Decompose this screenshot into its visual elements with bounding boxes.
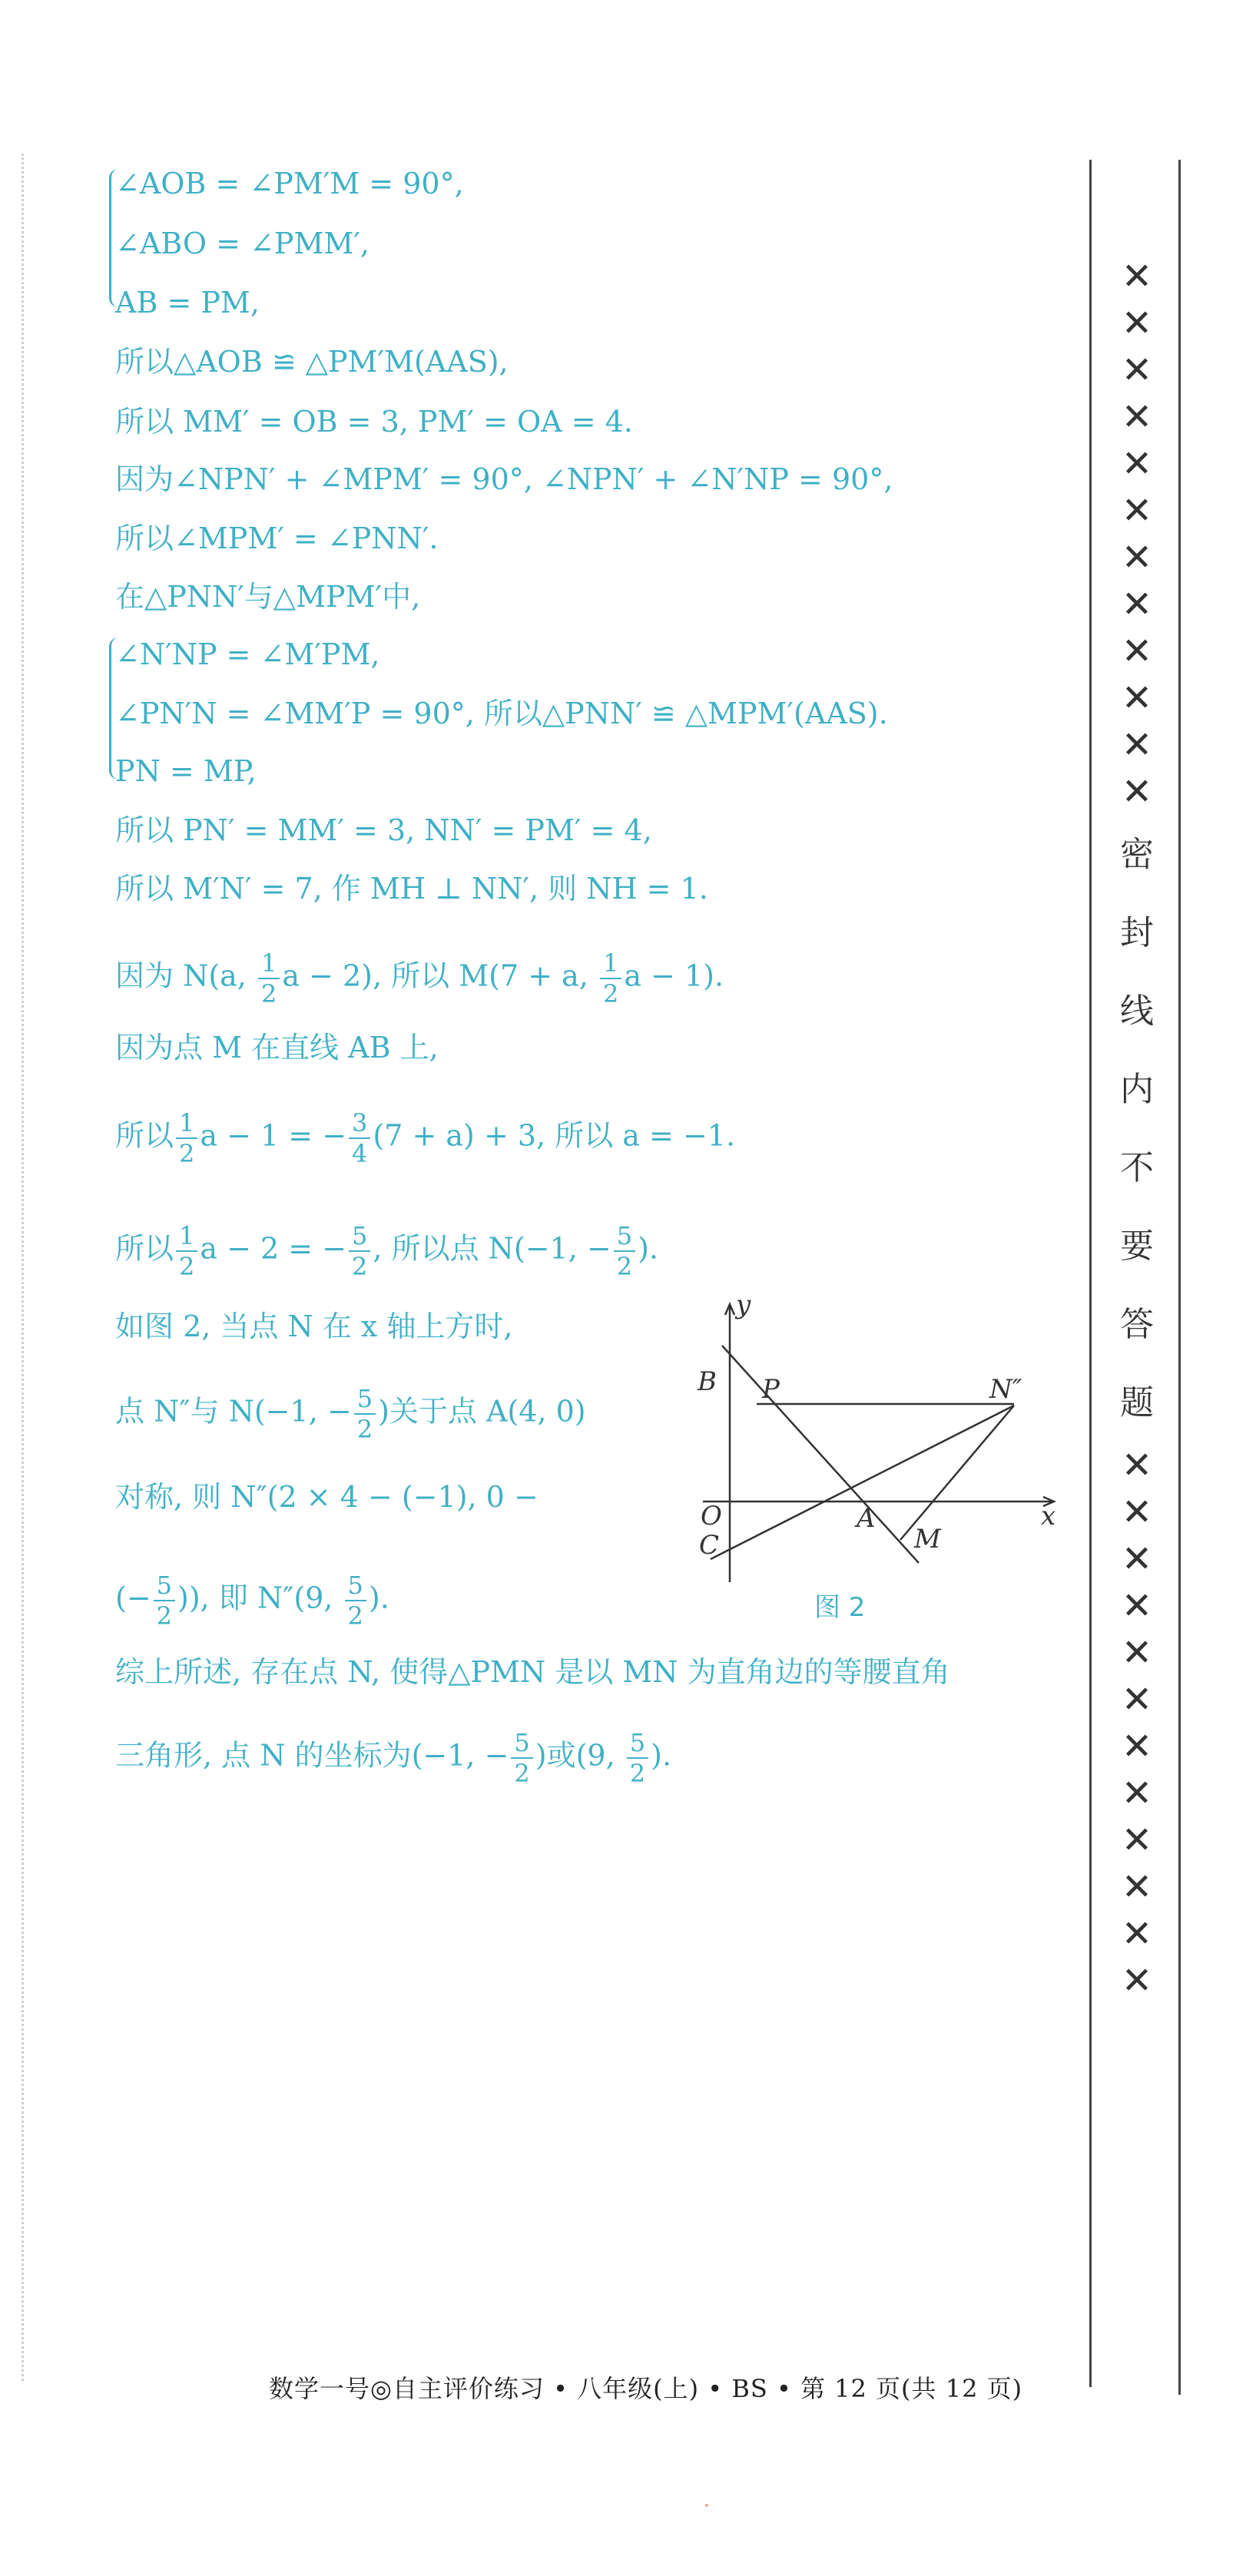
text-line: 所以 $\frac{1}{2}$ a − 1 = − $\frac{3}{4}$ (7 + a) + 3, 所以 a = −1. xyxy=(115,1108,736,1168)
cross-mark-icon: ✕ xyxy=(1121,1912,1153,1955)
cross-mark-icon: ✕ xyxy=(1121,1725,1153,1768)
seal-char: 要 xyxy=(1120,1227,1154,1266)
text-line: 在△PNN′与△MPM′中, xyxy=(115,580,421,614)
label-M: M xyxy=(914,1524,941,1555)
cross-mark-icon: ✕ xyxy=(1121,770,1153,813)
seal-char: 密 xyxy=(1120,835,1154,874)
text-line: PN = MP, xyxy=(115,754,257,788)
cross-mark-icon: ✕ xyxy=(1121,1584,1153,1627)
cross-mark-icon: ✕ xyxy=(1121,349,1153,392)
figure-caption: 图 2 xyxy=(814,1592,866,1623)
text-line: 所以∠MPM′ = ∠PNN′. xyxy=(115,521,439,555)
label-B: B xyxy=(698,1366,717,1397)
seal-line-left xyxy=(1089,160,1092,2387)
text-line: 对称, 则 N″(2 × 4 − (−1), 0 − xyxy=(115,1480,538,1514)
fraction: $\frac{5}{2}$ xyxy=(345,1571,366,1631)
fraction: $\frac{1}{2}$ xyxy=(176,1221,197,1281)
fraction: $\frac{5}{2}$ xyxy=(349,1221,370,1281)
seal-char: 封 xyxy=(1120,913,1154,952)
cross-mark-icon: ✕ xyxy=(1121,1959,1153,2002)
line-CN xyxy=(711,1406,1014,1559)
text-line: AB = PM, xyxy=(115,286,260,320)
cross-mark-icon: ✕ xyxy=(1121,1819,1153,1862)
cross-mark-icon: ✕ xyxy=(1121,442,1153,485)
label-N: N″ xyxy=(989,1374,1022,1405)
cross-mark-icon: ✕ xyxy=(1121,396,1153,439)
cross-mark-icon: ✕ xyxy=(1121,1866,1153,1909)
line-AB xyxy=(722,1346,919,1563)
text-line: ∠N′NP = ∠M′PM, xyxy=(115,637,380,671)
fraction: $\frac{1}{2}$ xyxy=(600,949,621,1008)
text-line: 所以 MM′ = OB = 3, PM′ = OA = 4. xyxy=(115,405,633,439)
cross-mark-icon: ✕ xyxy=(1121,489,1153,532)
cross-mark-icon: ✕ xyxy=(1121,1491,1153,1534)
text-line: ∠AOB = ∠PM′M = 90°, xyxy=(115,167,464,200)
stray-dot xyxy=(705,2504,708,2507)
fraction: $\frac{5}{2}$ xyxy=(614,1221,635,1281)
cross-mark-icon: ✕ xyxy=(1121,1631,1153,1674)
cross-mark-icon: ✕ xyxy=(1121,255,1153,298)
cross-mark-icon: ✕ xyxy=(1121,1678,1153,1721)
binding-margin-dots xyxy=(22,154,24,2381)
fraction: $\frac{3}{4}$ xyxy=(349,1108,370,1168)
label-x: x xyxy=(1041,1501,1056,1531)
text-line: 所以 $\frac{1}{2}$ a − 2 = − $\frac{5}{2}$ , 所以点 N(−1, − $\frac{5}{2}$ ). xyxy=(115,1221,658,1281)
label-O: O xyxy=(701,1501,722,1531)
text-line: 因为 N(a, $\frac{1}{2}$ a − 2), 所以 M(7 + a, $\frac{1}{2}$ a − 1). xyxy=(115,949,724,1008)
cross-mark-icon: ✕ xyxy=(1121,1538,1153,1581)
text-line: ∠ABO = ∠PMM′, xyxy=(115,227,369,260)
segment-NM xyxy=(900,1406,1014,1540)
page-footer: 数学一号◎自主评价练习 • 八年级(上) • BS • 第 12 页(共 12 页) xyxy=(269,2374,1023,2403)
seal-char: 内 xyxy=(1120,1070,1154,1109)
coordinate-figure xyxy=(691,1290,1060,1613)
text-line: 因为∠NPN′ + ∠MPM′ = 90°, ∠NPN′ + ∠N′NP = 90°, xyxy=(115,462,893,496)
fraction: $\frac{1}{2}$ xyxy=(258,949,280,1008)
text-line: 综上所述, 存在点 N, 使得△PMN 是以 MN 为直角边的等腰直角 xyxy=(115,1655,950,1689)
label-C: C xyxy=(699,1530,720,1561)
text-line: ∠PN′N = ∠MM′P = 90°, 所以△PNN′ ≌ △MPM′(AAS). xyxy=(115,697,888,730)
seal-warning-column xyxy=(1110,253,1164,2005)
fraction: $\frac{5}{2}$ xyxy=(511,1728,532,1788)
cross-mark-icon: ✕ xyxy=(1121,1444,1153,1487)
seal-char: 答 xyxy=(1120,1305,1154,1344)
label-A: A xyxy=(857,1503,876,1534)
text-line: 所以△AOB ≌ △PM′M(AAS), xyxy=(115,345,509,379)
seal-line-right xyxy=(1178,160,1181,2395)
cross-mark-icon: ✕ xyxy=(1121,677,1153,720)
cross-mark-icon: ✕ xyxy=(1121,302,1153,345)
text-line: (− $\frac{5}{2}$ )), 即 N″(9, $\frac{5}{2}$ ). xyxy=(115,1571,389,1631)
text-line: 所以 PN′ = MM′ = 3, NN′ = PM′ = 4, xyxy=(115,813,652,847)
label-y: y xyxy=(736,1290,751,1320)
cross-mark-icon: ✕ xyxy=(1121,723,1153,767)
cross-mark-icon: ✕ xyxy=(1121,583,1153,626)
fraction: $\frac{1}{2}$ xyxy=(176,1108,197,1168)
text-line: 如图 2, 当点 N 在 x 轴上方时, xyxy=(115,1310,513,1343)
cross-mark-icon: ✕ xyxy=(1121,630,1153,673)
seal-char: 不 xyxy=(1120,1148,1154,1187)
fraction: $\frac{5}{2}$ xyxy=(354,1384,376,1444)
text-line: 三角形, 点 N 的坐标为(−1, − $\frac{5}{2}$ )或(9, $\frac{5}{2}$ ). xyxy=(115,1728,672,1788)
seal-char: 线 xyxy=(1120,992,1154,1031)
text-line: 点 N″与 N(−1, − $\frac{5}{2}$ )关于点 A(4, 0) xyxy=(115,1384,586,1444)
text-line: 所以 M′N′ = 7, 作 MH ⊥ NN′, 则 NH = 1. xyxy=(115,872,708,906)
cross-mark-icon: ✕ xyxy=(1121,1772,1153,1815)
text-line: 因为点 M 在直线 AB 上, xyxy=(115,1031,439,1065)
fraction: $\frac{5}{2}$ xyxy=(154,1571,175,1631)
label-P: P xyxy=(762,1374,780,1405)
seal-char: 题 xyxy=(1120,1383,1154,1422)
fraction: $\frac{5}{2}$ xyxy=(627,1728,648,1788)
cross-mark-icon: ✕ xyxy=(1121,536,1153,579)
